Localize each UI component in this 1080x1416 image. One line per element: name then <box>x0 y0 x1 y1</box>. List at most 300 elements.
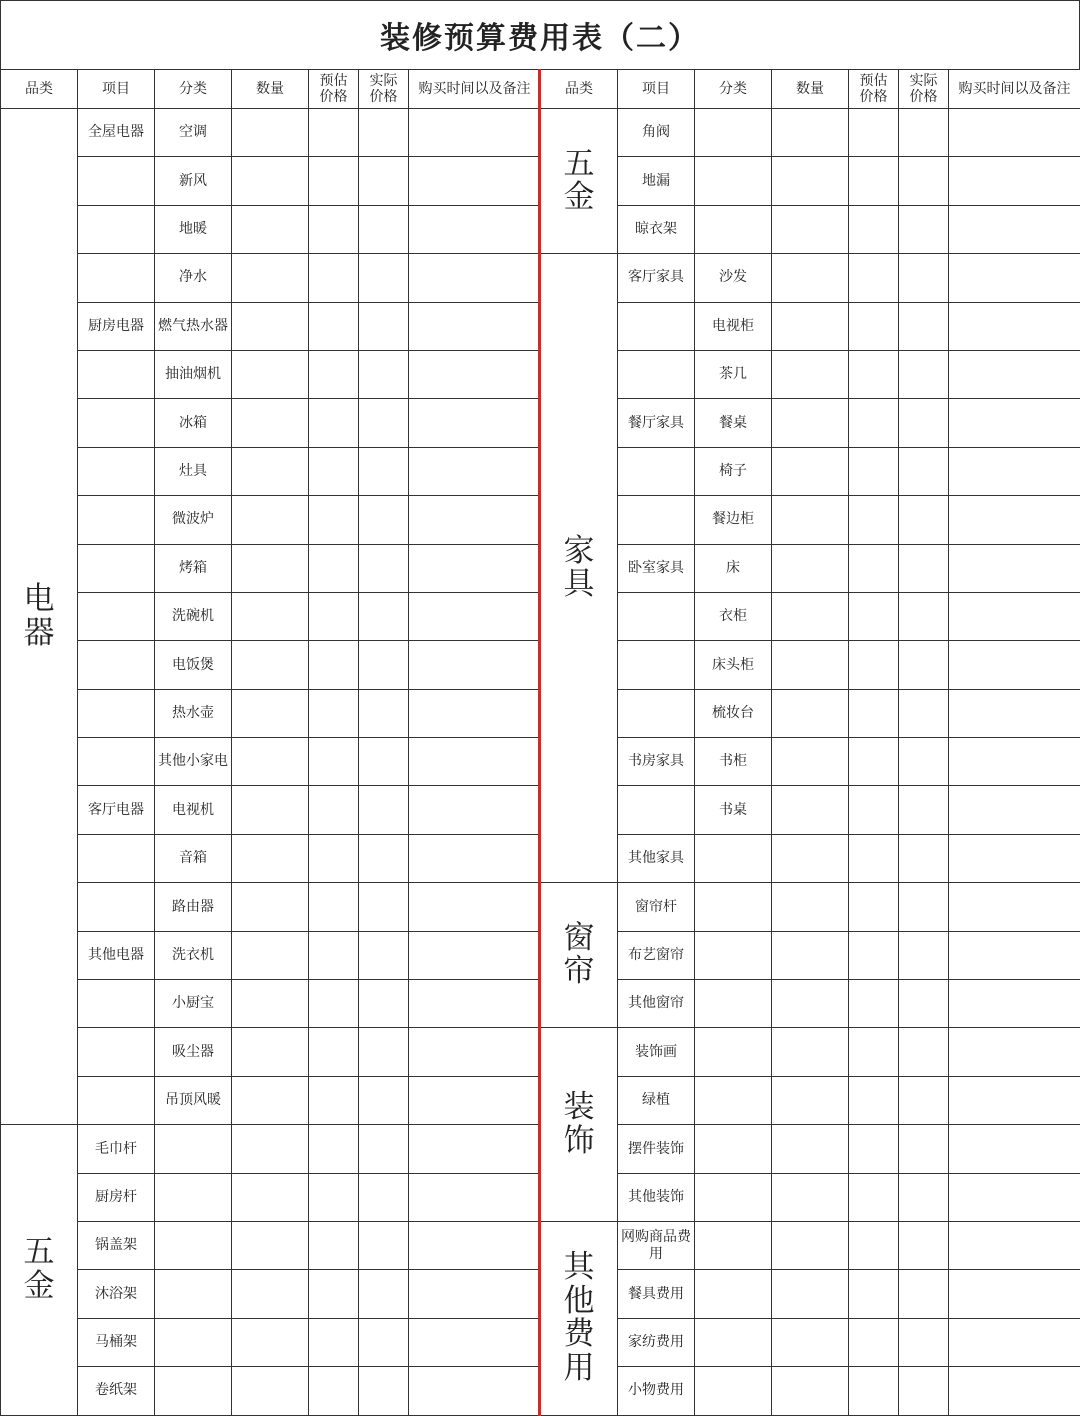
notes-cell[interactable] <box>949 302 1080 350</box>
notes-cell[interactable] <box>949 592 1080 640</box>
actual-price-cell[interactable] <box>899 350 949 398</box>
notes-cell[interactable] <box>949 689 1080 737</box>
quantity-cell[interactable] <box>232 109 309 157</box>
notes-cell[interactable] <box>949 1028 1080 1076</box>
notes-cell[interactable] <box>409 834 541 882</box>
estimated-price-cell[interactable] <box>309 883 359 931</box>
notes-cell[interactable] <box>409 109 541 157</box>
item-cell: 其他窗帘 <box>618 980 695 1028</box>
estimated-price-cell[interactable] <box>849 109 899 157</box>
actual-price-cell[interactable] <box>899 1367 949 1415</box>
actual-price-cell[interactable] <box>359 592 409 640</box>
subcategory-cell <box>695 1270 772 1318</box>
header-category: 品类 <box>541 70 618 109</box>
notes-cell[interactable] <box>949 738 1080 786</box>
notes-cell[interactable] <box>409 544 541 592</box>
subcategory-cell: 书桌 <box>695 786 772 834</box>
item-cell <box>618 641 695 689</box>
item-cell <box>78 1076 155 1124</box>
header-estimated-price-line1: 预估 <box>319 72 348 89</box>
subcategory-cell: 微波炉 <box>155 496 232 544</box>
quantity-cell[interactable] <box>232 738 309 786</box>
actual-price-cell[interactable] <box>359 1173 409 1221</box>
left-table <box>0 69 541 1416</box>
notes-cell[interactable] <box>949 350 1080 398</box>
actual-price-cell[interactable] <box>899 931 949 979</box>
table-row <box>1 1028 541 1076</box>
subcategory-cell: 床 <box>695 544 772 592</box>
header-subcategory: 分类 <box>695 70 772 109</box>
subcategory-cell: 抽油烟机 <box>155 350 232 398</box>
notes-cell[interactable] <box>409 1125 541 1173</box>
table-row <box>541 544 1080 592</box>
item-cell <box>618 786 695 834</box>
header-actual-price-label <box>370 73 398 105</box>
quantity-cell[interactable] <box>232 399 309 447</box>
actual-price-cell[interactable] <box>359 738 409 786</box>
table-row <box>541 738 1080 786</box>
quantity-cell[interactable] <box>772 641 849 689</box>
actual-price-cell[interactable] <box>359 205 409 253</box>
quantity-cell[interactable] <box>232 834 309 882</box>
quantity-cell[interactable] <box>772 254 849 302</box>
notes-cell[interactable] <box>409 399 541 447</box>
notes-cell[interactable] <box>409 883 541 931</box>
estimated-price-cell[interactable] <box>849 641 899 689</box>
estimated-price-cell[interactable] <box>849 157 899 205</box>
category-电器 <box>1 109 78 1125</box>
estimated-price-cell[interactable] <box>309 1125 359 1173</box>
quantity-cell[interactable] <box>772 980 849 1028</box>
estimated-price-cell[interactable] <box>849 1367 899 1415</box>
actual-price-cell[interactable] <box>359 641 409 689</box>
estimated-price-cell[interactable] <box>309 399 359 447</box>
quantity-cell[interactable] <box>772 205 849 253</box>
subcategory-cell: 电视柜 <box>695 302 772 350</box>
actual-price-cell[interactable] <box>359 1028 409 1076</box>
notes-cell[interactable] <box>409 205 541 253</box>
actual-price-cell[interactable] <box>899 834 949 882</box>
quantity-cell[interactable] <box>232 1125 309 1173</box>
quantity-cell[interactable] <box>232 157 309 205</box>
actual-price-cell[interactable] <box>899 205 949 253</box>
estimated-price-cell[interactable] <box>849 205 899 253</box>
quantity-cell[interactable] <box>772 1076 849 1124</box>
table-row <box>1 496 541 544</box>
notes-cell[interactable] <box>409 1270 541 1318</box>
estimated-price-cell[interactable] <box>309 205 359 253</box>
quantity-cell[interactable] <box>772 1028 849 1076</box>
quantity-cell[interactable] <box>772 544 849 592</box>
actual-price-cell[interactable] <box>899 1076 949 1124</box>
estimated-price-cell[interactable] <box>849 1221 899 1269</box>
subcategory-cell: 烤箱 <box>155 544 232 592</box>
notes-cell[interactable] <box>409 786 541 834</box>
item-cell: 地漏 <box>618 157 695 205</box>
estimated-price-cell[interactable] <box>309 1028 359 1076</box>
estimated-price-cell[interactable] <box>309 592 359 640</box>
actual-price-cell[interactable] <box>899 1028 949 1076</box>
quantity-cell[interactable] <box>232 1221 309 1269</box>
quantity-cell[interactable] <box>232 1076 309 1124</box>
actual-price-cell[interactable] <box>899 157 949 205</box>
header-actual-price-line2: 价格 <box>369 88 398 105</box>
header-category: 品类 <box>1 70 78 109</box>
estimated-price-cell[interactable] <box>849 1173 899 1221</box>
notes-cell[interactable] <box>409 1173 541 1221</box>
item-cell: 其他家具 <box>618 834 695 882</box>
actual-price-cell[interactable] <box>359 1270 409 1318</box>
estimated-price-cell[interactable] <box>849 592 899 640</box>
category-char: 用 <box>563 1349 595 1386</box>
subcategory-cell <box>695 1028 772 1076</box>
quantity-cell[interactable] <box>232 544 309 592</box>
subcategory-cell: 电饭煲 <box>155 641 232 689</box>
header-quantity: 数量 <box>232 70 309 109</box>
subcategory-cell: 空调 <box>155 109 232 157</box>
notes-cell[interactable] <box>949 1318 1080 1366</box>
subcategory-cell <box>155 1318 232 1366</box>
quantity-cell[interactable] <box>232 254 309 302</box>
header-notes: 购买时间以及备注 <box>949 70 1080 109</box>
actual-price-cell[interactable] <box>899 641 949 689</box>
table-row <box>1 1221 541 1269</box>
actual-price-cell[interactable] <box>359 157 409 205</box>
notes-cell[interactable] <box>949 786 1080 834</box>
category-char: 具 <box>563 566 595 603</box>
subcategory-cell: 其他小家电 <box>155 738 232 786</box>
estimated-price-cell[interactable] <box>309 109 359 157</box>
table-row <box>1 350 541 398</box>
estimated-price-cell[interactable] <box>309 157 359 205</box>
estimated-price-cell[interactable] <box>309 496 359 544</box>
actual-price-cell[interactable] <box>359 447 409 495</box>
item-cell <box>78 834 155 882</box>
quantity-cell[interactable] <box>772 834 849 882</box>
item-cell <box>78 496 155 544</box>
quantity-cell[interactable] <box>232 931 309 979</box>
estimated-price-cell[interactable] <box>849 1318 899 1366</box>
actual-price-cell[interactable] <box>899 738 949 786</box>
subcategory-cell: 新风 <box>155 157 232 205</box>
notes-cell[interactable] <box>409 496 541 544</box>
notes-cell[interactable] <box>409 254 541 302</box>
estimated-price-cell[interactable] <box>849 834 899 882</box>
item-cell <box>78 157 155 205</box>
notes-cell[interactable] <box>949 1076 1080 1124</box>
notes-cell[interactable] <box>949 254 1080 302</box>
estimated-price-cell[interactable] <box>849 1270 899 1318</box>
actual-price-cell[interactable] <box>899 1270 949 1318</box>
notes-cell[interactable] <box>409 350 541 398</box>
estimated-price-cell[interactable] <box>309 1270 359 1318</box>
estimated-price-cell[interactable] <box>309 738 359 786</box>
notes-cell[interactable] <box>949 1367 1080 1415</box>
notes-cell[interactable] <box>949 1221 1080 1269</box>
estimated-price-cell[interactable] <box>849 399 899 447</box>
notes-cell[interactable] <box>949 496 1080 544</box>
subcategory-cell <box>695 931 772 979</box>
notes-cell[interactable] <box>409 1367 541 1415</box>
actual-price-cell[interactable] <box>899 980 949 1028</box>
table-row <box>1 447 541 495</box>
quantity-cell[interactable] <box>232 641 309 689</box>
notes-cell[interactable] <box>949 544 1080 592</box>
header-quantity: 数量 <box>772 70 849 109</box>
estimated-price-cell[interactable] <box>849 1076 899 1124</box>
item-cell: 角阀 <box>618 109 695 157</box>
estimated-price-cell[interactable] <box>309 931 359 979</box>
notes-cell[interactable] <box>409 592 541 640</box>
actual-price-cell[interactable] <box>359 109 409 157</box>
quantity-cell[interactable] <box>772 1318 849 1366</box>
table-row <box>541 447 1080 495</box>
quantity-cell[interactable] <box>772 1125 849 1173</box>
header-estimated-price-line2: 价格 <box>859 88 888 105</box>
quantity-cell[interactable] <box>772 786 849 834</box>
header-actual-price-line2: 价格 <box>909 88 938 105</box>
category-char: 饰 <box>563 1122 595 1159</box>
actual-price-cell[interactable] <box>359 1076 409 1124</box>
actual-price-cell[interactable] <box>899 109 949 157</box>
quantity-cell[interactable] <box>232 689 309 737</box>
quantity-cell[interactable] <box>772 689 849 737</box>
estimated-price-cell[interactable] <box>849 254 899 302</box>
table-row <box>541 254 1080 302</box>
notes-cell[interactable] <box>409 1221 541 1269</box>
actual-price-cell[interactable] <box>359 786 409 834</box>
actual-price-cell[interactable] <box>359 1318 409 1366</box>
actual-price-cell[interactable] <box>359 1125 409 1173</box>
page-title: 装修预算费用表（二） <box>0 0 1080 69</box>
category-窗帘 <box>541 883 618 1028</box>
header-estimated-price-line1: 预估 <box>859 72 888 89</box>
actual-price-cell[interactable] <box>359 834 409 882</box>
notes-cell[interactable] <box>409 1318 541 1366</box>
quantity-cell[interactable] <box>772 1270 849 1318</box>
estimated-price-cell[interactable] <box>309 350 359 398</box>
actual-price-cell[interactable] <box>899 786 949 834</box>
notes-cell[interactable] <box>949 157 1080 205</box>
actual-price-cell[interactable] <box>359 350 409 398</box>
subcategory-cell: 沙发 <box>695 254 772 302</box>
estimated-price-cell[interactable] <box>309 1221 359 1269</box>
quantity-cell[interactable] <box>232 980 309 1028</box>
estimated-price-cell[interactable] <box>849 544 899 592</box>
quantity-cell[interactable] <box>232 447 309 495</box>
table-row <box>541 496 1080 544</box>
item-cell <box>78 544 155 592</box>
quantity-cell[interactable] <box>232 302 309 350</box>
quantity-cell[interactable] <box>772 931 849 979</box>
estimated-price-cell[interactable] <box>309 786 359 834</box>
quantity-cell[interactable] <box>772 738 849 786</box>
actual-price-cell[interactable] <box>899 1318 949 1366</box>
actual-price-cell[interactable] <box>359 689 409 737</box>
table-row <box>1 302 541 350</box>
item-cell: 卷纸架 <box>78 1367 155 1415</box>
notes-cell[interactable] <box>409 1028 541 1076</box>
estimated-price-cell[interactable] <box>849 1028 899 1076</box>
notes-cell[interactable] <box>409 641 541 689</box>
table-row <box>1 205 541 253</box>
actual-price-cell[interactable] <box>359 980 409 1028</box>
notes-cell[interactable] <box>949 980 1080 1028</box>
actual-price-cell[interactable] <box>359 1221 409 1269</box>
notes-cell[interactable] <box>949 1173 1080 1221</box>
notes-cell[interactable] <box>409 931 541 979</box>
notes-cell[interactable] <box>409 689 541 737</box>
quantity-cell[interactable] <box>232 205 309 253</box>
estimated-price-cell[interactable] <box>309 447 359 495</box>
subcategory-cell: 热水壶 <box>155 689 232 737</box>
notes-cell[interactable] <box>949 1270 1080 1318</box>
notes-cell[interactable] <box>949 641 1080 689</box>
item-cell <box>618 689 695 737</box>
quantity-cell[interactable] <box>772 350 849 398</box>
item-cell: 小物费用 <box>618 1367 695 1415</box>
quantity-cell[interactable] <box>772 883 849 931</box>
quantity-cell[interactable] <box>772 157 849 205</box>
actual-price-cell[interactable] <box>359 544 409 592</box>
actual-price-cell[interactable] <box>899 254 949 302</box>
actual-price-cell[interactable] <box>899 1221 949 1269</box>
estimated-price-cell[interactable] <box>849 883 899 931</box>
notes-cell[interactable] <box>949 205 1080 253</box>
quantity-cell[interactable] <box>232 1028 309 1076</box>
actual-price-cell[interactable] <box>899 1173 949 1221</box>
quantity-cell[interactable] <box>232 1318 309 1366</box>
table-row <box>1 1173 541 1221</box>
notes-cell[interactable] <box>409 157 541 205</box>
actual-price-cell[interactable] <box>359 302 409 350</box>
quantity-cell[interactable] <box>232 1367 309 1415</box>
estimated-price-cell[interactable] <box>309 302 359 350</box>
table-row <box>1 883 541 931</box>
category-其他费用 <box>541 1221 618 1415</box>
subcategory-cell <box>695 1076 772 1124</box>
estimated-price-cell[interactable] <box>849 931 899 979</box>
actual-price-cell[interactable] <box>899 399 949 447</box>
subcategory-cell <box>695 1318 772 1366</box>
quantity-cell[interactable] <box>232 350 309 398</box>
item-cell <box>78 350 155 398</box>
header-notes: 购买时间以及备注 <box>409 70 541 109</box>
estimated-price-cell[interactable] <box>849 447 899 495</box>
quantity-cell[interactable] <box>772 496 849 544</box>
estimated-price-cell[interactable] <box>309 1367 359 1415</box>
actual-price-cell[interactable] <box>359 254 409 302</box>
actual-price-cell[interactable] <box>899 689 949 737</box>
notes-cell[interactable] <box>409 302 541 350</box>
notes-cell[interactable] <box>949 834 1080 882</box>
quantity-cell[interactable] <box>772 109 849 157</box>
actual-price-cell[interactable] <box>359 1367 409 1415</box>
quantity-cell[interactable] <box>232 786 309 834</box>
actual-price-cell[interactable] <box>359 931 409 979</box>
quantity-cell[interactable] <box>772 592 849 640</box>
notes-cell[interactable] <box>949 447 1080 495</box>
actual-price-cell[interactable] <box>359 496 409 544</box>
quantity-cell[interactable] <box>772 399 849 447</box>
quantity-cell[interactable] <box>232 1270 309 1318</box>
estimated-price-cell[interactable] <box>849 1125 899 1173</box>
category-char: 帘 <box>563 953 595 990</box>
notes-cell[interactable] <box>409 980 541 1028</box>
actual-price-cell[interactable] <box>899 1125 949 1173</box>
subcategory-cell: 小厨宝 <box>155 980 232 1028</box>
notes-cell[interactable] <box>949 399 1080 447</box>
quantity-cell[interactable] <box>772 447 849 495</box>
actual-price-cell[interactable] <box>899 592 949 640</box>
notes-cell[interactable] <box>949 931 1080 979</box>
actual-price-cell[interactable] <box>899 496 949 544</box>
estimated-price-cell[interactable] <box>309 641 359 689</box>
estimated-price-cell[interactable] <box>309 1173 359 1221</box>
estimated-price-cell[interactable] <box>849 350 899 398</box>
item-cell <box>618 302 695 350</box>
subcategory-cell: 餐桌 <box>695 399 772 447</box>
table-row <box>1 1318 541 1366</box>
estimated-price-cell[interactable] <box>309 689 359 737</box>
estimated-price-cell[interactable] <box>309 254 359 302</box>
subcategory-cell: 电视机 <box>155 786 232 834</box>
subcategory-cell <box>695 834 772 882</box>
quantity-cell[interactable] <box>772 302 849 350</box>
estimated-price-cell[interactable] <box>849 786 899 834</box>
notes-cell[interactable] <box>409 447 541 495</box>
estimated-price-cell[interactable] <box>309 834 359 882</box>
estimated-price-cell[interactable] <box>309 1076 359 1124</box>
notes-cell[interactable] <box>409 1076 541 1124</box>
estimated-price-cell[interactable] <box>309 980 359 1028</box>
actual-price-cell[interactable] <box>899 544 949 592</box>
actual-price-cell[interactable] <box>899 883 949 931</box>
estimated-price-cell[interactable] <box>309 1318 359 1366</box>
quantity-cell[interactable] <box>772 1173 849 1221</box>
item-cell: 厨房杆 <box>78 1173 155 1221</box>
subcategory-cell: 梳妆台 <box>695 689 772 737</box>
notes-cell[interactable] <box>409 738 541 786</box>
actual-price-cell[interactable] <box>899 302 949 350</box>
notes-cell[interactable] <box>949 1125 1080 1173</box>
estimated-price-cell[interactable] <box>849 980 899 1028</box>
notes-cell[interactable] <box>949 109 1080 157</box>
actual-price-cell[interactable] <box>899 447 949 495</box>
estimated-price-cell[interactable] <box>849 689 899 737</box>
estimated-price-cell[interactable] <box>849 738 899 786</box>
category-char: 五 <box>563 145 595 182</box>
quantity-cell[interactable] <box>772 1221 849 1269</box>
notes-cell[interactable] <box>949 883 1080 931</box>
table-row <box>1 738 541 786</box>
quantity-cell[interactable] <box>232 883 309 931</box>
estimated-price-cell[interactable] <box>849 496 899 544</box>
subcategory-cell: 衣柜 <box>695 592 772 640</box>
subcategory-cell: 灶具 <box>155 447 232 495</box>
subcategory-cell <box>155 1221 232 1269</box>
category-五金 <box>1 1125 78 1415</box>
estimated-price-cell[interactable] <box>309 544 359 592</box>
quantity-cell[interactable] <box>232 1173 309 1221</box>
quantity-cell[interactable] <box>232 496 309 544</box>
estimated-price-cell[interactable] <box>849 302 899 350</box>
quantity-cell[interactable] <box>772 1367 849 1415</box>
quantity-cell[interactable] <box>232 592 309 640</box>
actual-price-cell[interactable] <box>359 399 409 447</box>
table-row <box>541 1367 1080 1415</box>
actual-price-cell[interactable] <box>359 883 409 931</box>
